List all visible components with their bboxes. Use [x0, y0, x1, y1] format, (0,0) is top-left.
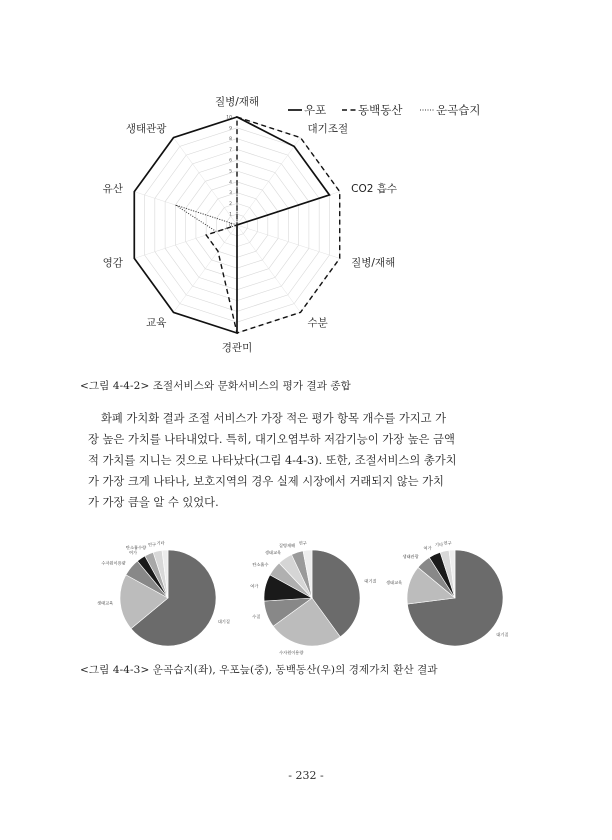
pie-slice-label: 수질	[252, 614, 261, 620]
pie-slice-label: 질병재해	[278, 543, 296, 549]
radar-tick-label: 8	[229, 137, 232, 143]
radar-spoke	[237, 225, 300, 312]
pie-slice-label: 대기질	[496, 631, 509, 637]
pie-figure-caption: <그림 4-4-3> 운곡습지(좌), 우포늪(중), 동백동산(우)의 경제가치 환산 결과	[80, 664, 438, 676]
radar-tick-label: 6	[229, 158, 232, 164]
pie-slice-label: 생태교육	[264, 550, 282, 556]
radar-chart	[70, 95, 500, 370]
pie-slice-label: 기타	[156, 540, 165, 546]
pie-slice-label: 생태관광	[402, 554, 419, 560]
body-paragraph	[88, 408, 538, 513]
radar-axis-label: 질병/재해	[214, 96, 260, 108]
radar-tick-label: 4	[229, 180, 232, 186]
legend-label: 운곡습지	[436, 103, 481, 117]
pie-slice-label: 여가	[250, 583, 259, 589]
radar-tick-label: 7	[229, 147, 232, 153]
pie-slice-label: 수자원이용량	[279, 649, 304, 655]
radar-tick-label: 9	[229, 126, 232, 132]
pie-slice-label: 수자원이용량	[101, 560, 126, 566]
radar-tick-label: 0	[229, 223, 232, 229]
pie-slice-label: 생태교육	[385, 580, 403, 586]
legend-label: 우포	[304, 103, 327, 117]
radar-axis-label: CO2 흡수	[351, 182, 398, 195]
radar-spoke	[174, 138, 237, 225]
pie-slice-label: 탄소흡수량	[125, 545, 147, 551]
pie-slice-label: 여가	[128, 550, 138, 556]
radar-figure-caption: <그림 4-4-2> 조절서비스와 문화서비스의 평가 결과 종합	[80, 380, 351, 392]
radar-tick-label: 10	[226, 115, 232, 121]
page-number: - 232 -	[288, 769, 324, 782]
radar-tick-label: 3	[229, 191, 232, 197]
pie-slice-label: 연구	[443, 540, 452, 546]
paragraph-line: 가 가장 크게 나타나, 보호지역의 경우 실제 시장에서 거래되지 않는 가치	[88, 475, 444, 488]
paragraph-line: 화폐 가치화 결과 조절 서비스가 가장 적은 평가 항목 개수를 가지고 가	[101, 412, 447, 425]
paragraph-line: 가 가장 큼을 알 수 있었다.	[88, 496, 219, 509]
pie-slice-label: 기타	[434, 541, 444, 547]
radar-axis-label: 교육	[146, 317, 167, 330]
pie-slice-label: 대기질	[364, 578, 377, 584]
pie-slice-label: 여가	[423, 545, 432, 551]
radar-axis-label: 수분	[307, 317, 328, 330]
pie-slice-label: 탄소흡수	[252, 561, 269, 567]
radar-axis-label: 질병/재해	[351, 257, 396, 270]
radar-axis-label: 영감	[102, 257, 123, 270]
radar-legend	[288, 103, 480, 117]
radar-axis-labels	[103, 95, 397, 354]
radar-series-dashed	[206, 117, 340, 333]
radar-axis-label: 유산	[102, 182, 123, 195]
radar-tick-label: 2	[229, 201, 232, 207]
radar-axis-label: 생태관광	[125, 122, 167, 135]
pie-slice-label: 연구	[298, 540, 307, 546]
radar-spoke	[237, 138, 300, 225]
pie-chart-0	[97, 540, 230, 646]
pie-charts	[80, 532, 530, 657]
pie-slice-label: 대기질	[217, 618, 230, 624]
radar-tick-label: 5	[229, 169, 232, 175]
pie-chart-2	[386, 540, 508, 646]
pie-chart-1	[250, 540, 376, 656]
radar-axis-label: 대기조절	[307, 122, 349, 135]
pie-slice-label: 연구	[147, 541, 157, 547]
pie-slice-label: 생태교육	[97, 600, 114, 606]
paragraph-line: 장 높은 가치를 나타내었다. 특히, 대기오염부하 저감기능이 가장 높은 금액	[88, 433, 455, 446]
legend-label: 동백동산	[358, 103, 403, 117]
paragraph-line: 적 가치를 지니는 것으로 나타났다(그림 4-4-3). 또한, 조절서비스의 총가치	[88, 454, 457, 467]
radar-tick-label: 1	[229, 212, 232, 218]
radar-axis-label: 경관미	[221, 342, 253, 354]
radar-spoke	[174, 225, 237, 312]
